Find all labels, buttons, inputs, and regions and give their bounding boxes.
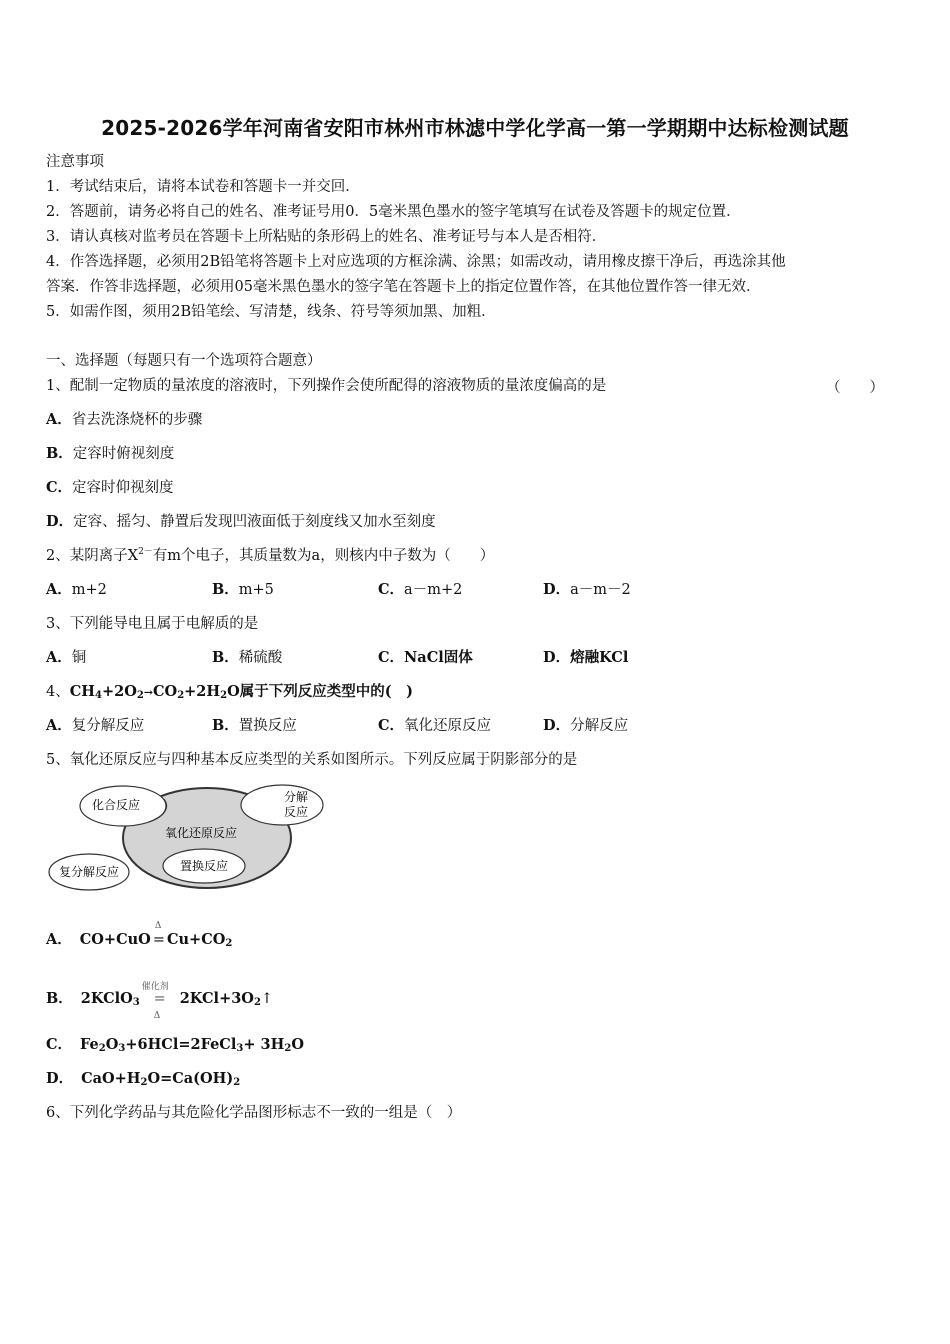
formula-part: + 3H [243,1036,285,1053]
option-label: C． [46,479,73,496]
option-label: C． [378,717,405,734]
diagram-label-redox: 氧化还原反应 [164,826,238,840]
formula-part: CaO+H [81,1070,141,1087]
option-label: D． [543,649,571,666]
q3-option-d[interactable] [543,648,628,668]
formula-sub: 2 [284,1043,292,1054]
formula-sub: 3 [118,1043,126,1054]
option-text: a－m－2 [570,582,631,598]
option-label: B． [46,990,73,1007]
q3-option-a[interactable] [46,648,86,668]
option-text: 置换反应 [238,718,297,734]
q5-option-a[interactable] [46,921,233,950]
stem-part: 2、某阴离子X [46,548,139,564]
formula-sub: 3 [132,997,140,1008]
notice-item: 2．答题前，请务必将自己的姓名、准考证号用0．5毫米黑色墨水的签字笔填写在试卷及答题卡的规定位置． [46,204,741,220]
option-label: C． [378,649,405,666]
question-3-stem: 3、下列能导电且属于电解质的是 [46,616,259,632]
formula-part: Fe [80,1036,99,1053]
formula-part: O [105,1036,119,1053]
option-label: B． [46,445,73,462]
reaction-condition: Δ [153,1011,161,1021]
q1-option-c[interactable] [46,478,174,498]
q5-option-b[interactable] [46,982,274,1021]
option-text: 稀硫酸 [238,650,283,666]
formula-part: CO+CuO [79,931,151,948]
diagram-label-displacement: 置换反应 [179,859,229,873]
equals-sign: = [153,991,166,1007]
option-label: C． [378,581,405,598]
option-label: A． [46,931,72,948]
answer-paren: （ ） [826,380,884,396]
diagram-label-decomposition: 分解 [283,790,309,804]
question-number: 4、 [46,684,70,700]
q4-option-b[interactable] [212,716,297,736]
question-4-stem [46,682,413,703]
q1-option-d[interactable] [46,512,436,532]
option-text: 分解反应 [570,718,629,734]
q4-option-d[interactable] [543,716,628,736]
option-label: A． [46,649,72,666]
option-label: C． [46,1036,73,1053]
equals-sign: = [152,932,165,948]
decomposition-ellipse [241,785,323,825]
option-label: B． [212,581,239,598]
question-5-stem: 5、氧化还原反应与四种基本反应类型的关系如图所示。下列反应属于阴影部分的是 [46,752,578,768]
formula-sub: 2 [220,690,228,701]
formula-sub: 2 [98,1043,106,1054]
formula-part: +6HCl=2FeCl [125,1036,237,1053]
option-label: D． [46,1070,74,1087]
question-6-stem: 6、下列化学药品与其危险化学品图形标志不一致的一组是（ ） [46,1105,462,1121]
formula-part: 2KClO [80,990,133,1007]
charge-sup: 2－ [138,547,153,557]
q5-option-d[interactable] [46,1069,240,1089]
formula-part: 2KCl+3O [179,990,254,1007]
formula-part: CO [153,683,178,700]
stem-tail: 属于下列反应类型中的( ) [239,683,413,700]
question-2-stem [46,546,494,566]
option-text: 熔融KCl [570,649,629,666]
q1-option-b[interactable] [46,444,174,464]
notice-item: 5．如需作图，须用2B铅笔绘、写清楚，线条、符号等须加黑、加粗． [46,304,496,320]
formula-part: O [227,683,240,700]
option-label: B． [212,717,239,734]
formula-part: O=Ca(OH) [147,1070,234,1087]
formula-part: O [291,1036,304,1053]
q1-option-a[interactable] [46,410,202,430]
q3-option-c[interactable] [378,648,473,668]
reaction-condition: 催化剂 [141,982,169,992]
formula-sub: 2 [225,938,233,949]
formula-sub: 2 [253,997,261,1008]
option-label: D． [46,513,74,530]
formula-sub: 3 [236,1043,244,1054]
option-text: 铜 [71,650,87,666]
formula-sub: 2 [136,690,144,701]
q3-option-b[interactable] [212,648,282,668]
formula-sub: 2 [140,1077,148,1088]
option-text: 定容时仰视刻度 [72,480,174,496]
q5-option-c[interactable] [46,1035,304,1055]
formula-part: Cu+CO [166,931,226,948]
q4-option-a[interactable] [46,716,144,736]
option-text: 复分解反应 [71,718,145,734]
reaction-condition: Δ [154,921,162,931]
stem-part: 有m个电子，其质量数为a，则核内中子数为（ ） [152,548,495,564]
diagram-label-double-decomposition: 复分解反应 [58,865,120,879]
formula-sub: 2 [233,1077,241,1088]
formula-sub: 4 [94,690,102,701]
reaction-type-diagram [46,780,336,895]
option-text: m+5 [238,582,274,598]
notice-item: 4．作答选择题，必须用2B铅笔将答题卡上对应选项的方框涂满、涂黑；如需改动，请用橡皮擦干净后，再选涂其他 [46,254,786,270]
option-text: 定容、摇匀、静置后发现凹液面低于刻度线又加水至刻度 [73,514,436,530]
q2-option-a[interactable] [46,580,107,600]
page-title: 2025-2026学年河南省安阳市林州市林滤中学化学高一第一学期期中达标检测试题 [101,116,849,140]
formula-part: CH [69,683,95,700]
option-label: A． [46,717,72,734]
gas-arrow: ↑ [260,991,274,1007]
option-label: D． [543,717,571,734]
diagram-label-combination: 化合反应 [91,798,141,812]
option-text: 省去洗涤烧杯的步骤 [71,412,203,428]
notice-item: 1．考试结束后，请将本试卷和答题卡一并交回． [46,179,360,195]
reaction-arrow: → [143,686,154,699]
option-text: 氧化还原反应 [404,718,492,734]
formula-part: +2H [184,683,221,700]
question-1-stem: 1、配制一定物质的量浓度的溶液时，下列操作会使所配得的溶液物质的量浓度偏高的是 [46,378,607,394]
formula-sub: 2 [177,690,185,701]
notice-item: 3．请认真核对监考员在答题卡上所粘贴的条形码上的姓名、准考证号与本人是否相符． [46,229,607,245]
q2-option-d[interactable] [543,580,631,600]
formula-part: +2O [101,683,137,700]
q4-option-c[interactable] [378,716,491,736]
notice-item: 答案．作答非选择题，必须用05毫米黑色墨水的签字笔在答题卡上的指定位置作答，在其他位置作答一律无效． [46,279,761,295]
option-label: B． [212,649,239,666]
diagram-label-decomposition: 反应 [283,805,309,819]
section-heading: 一、选择题（每题只有一个选项符合题意） [46,353,322,369]
notice-heading: 注意事项 [46,154,104,170]
option-label: A． [46,581,72,598]
q2-option-c[interactable] [378,580,462,600]
option-text: m+2 [71,582,107,598]
option-label: D． [543,581,571,598]
option-text: NaCl固体 [404,649,473,666]
option-label: A． [46,411,72,428]
option-text: 定容时俯视刻度 [72,446,175,462]
option-text: a－m+2 [404,582,463,598]
q2-option-b[interactable] [212,580,274,600]
